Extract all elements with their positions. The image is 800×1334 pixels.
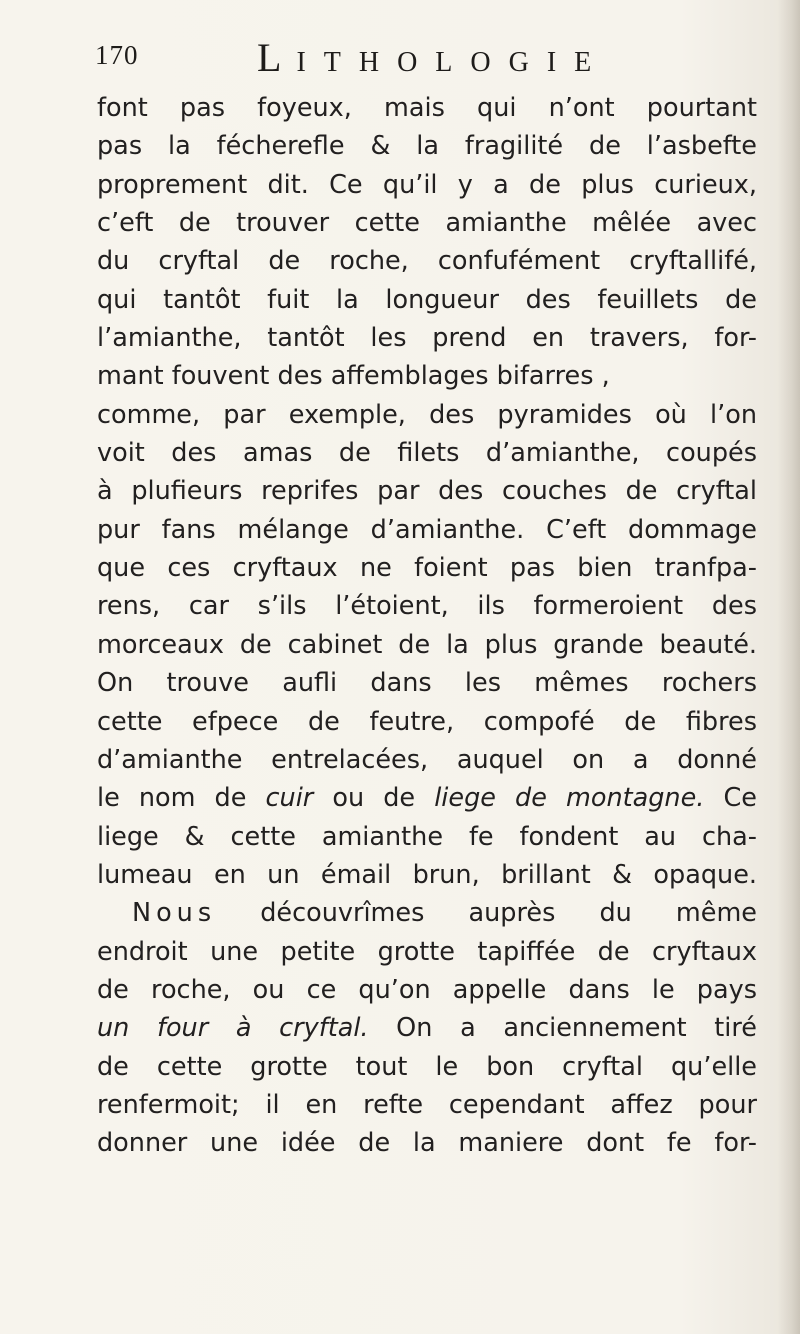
text-line: de roche, ou ce qu’on appelle dans le pays <box>97 974 757 1005</box>
text-span: le nom de <box>97 783 266 814</box>
text-line: proprement dit. Ce qu’il y a de plus curieux, <box>97 169 757 200</box>
italic-term-four: un four à cryftal. <box>97 1013 369 1044</box>
text-line: donner une idée de la maniere dont fe for- <box>97 1128 757 1159</box>
text-line: de cette grotte tout le bon cryftal qu’elle <box>97 1051 757 1082</box>
text-line: rens, car s’ils l’étoient, ils formeroient des <box>97 591 757 622</box>
running-title-rest: ITHOLOGIE <box>296 47 610 78</box>
text-line: à plufieurs reprifes par des couches de cryftal <box>97 476 757 507</box>
text-line: comme, par exemple, des pyramides où l’on <box>97 399 757 430</box>
text-line: c’eft de trouver cette amianthe mêlée avec <box>97 208 757 239</box>
text-line: lumeau en un émail brun, brillant & opaque. <box>97 859 757 890</box>
running-title-initial: L <box>257 35 297 80</box>
text-line: On trouve aufli dans les mêmes rochers <box>97 668 757 699</box>
text-line: renfermoit; il en refte cependant affez pour <box>97 1089 757 1120</box>
text-span: ou de <box>313 783 435 814</box>
page-header <box>95 34 735 78</box>
text-line <box>97 894 757 932</box>
italic-term-cuir: cuir <box>265 783 314 814</box>
text-line: endroit une petite grotte tapiffée de cryftaux <box>97 936 757 967</box>
body-text <box>97 89 757 1163</box>
text-line: du cryftal de roche, confufément cryftallifé, <box>97 246 757 277</box>
text-line <box>97 1009 757 1047</box>
page-edge-shadow <box>778 0 800 1334</box>
text-line: morceaux de cabinet de la plus grande beauté. <box>97 629 757 660</box>
text-line: voit des amas de filets d’amianthe, coupés <box>97 438 757 469</box>
text-line: qui tantôt fuit la longueur des feuillets de <box>97 284 757 315</box>
running-title <box>257 34 609 81</box>
text-line: l’amianthe, tantôt les prend en travers, for- <box>97 323 757 354</box>
text-span: découvrîmes auprès du même <box>216 898 757 929</box>
text-line: liege & cette amianthe fe fondent au cha- <box>97 821 757 852</box>
page-number: 170 <box>95 40 139 70</box>
text-line: font pas foyeux, mais qui n’ont pourtant <box>97 93 757 123</box>
text-line: pur fans mélange d’amianthe. C’eft dommage <box>97 514 757 545</box>
text-span: Ce <box>704 783 757 814</box>
text-line: que ces cryftaux ne foient pas bien tranfpa- <box>97 553 757 584</box>
italic-term-liege: liege de montagne. <box>434 783 705 814</box>
text-line: pas la fécherefle & la fragilité de l’asbefte <box>97 131 757 162</box>
text-line: d’amianthe entrelacées, auquel on a donné <box>97 744 757 775</box>
text-span: On a anciennement tiré <box>368 1013 757 1044</box>
text-line: mant fouvent des affemblages bifarres , <box>97 361 610 392</box>
text-line <box>97 779 757 817</box>
paragraph-opening-word: Nous <box>132 898 217 929</box>
text-line: cette efpece de feutre, compofé de fibres <box>97 706 757 737</box>
